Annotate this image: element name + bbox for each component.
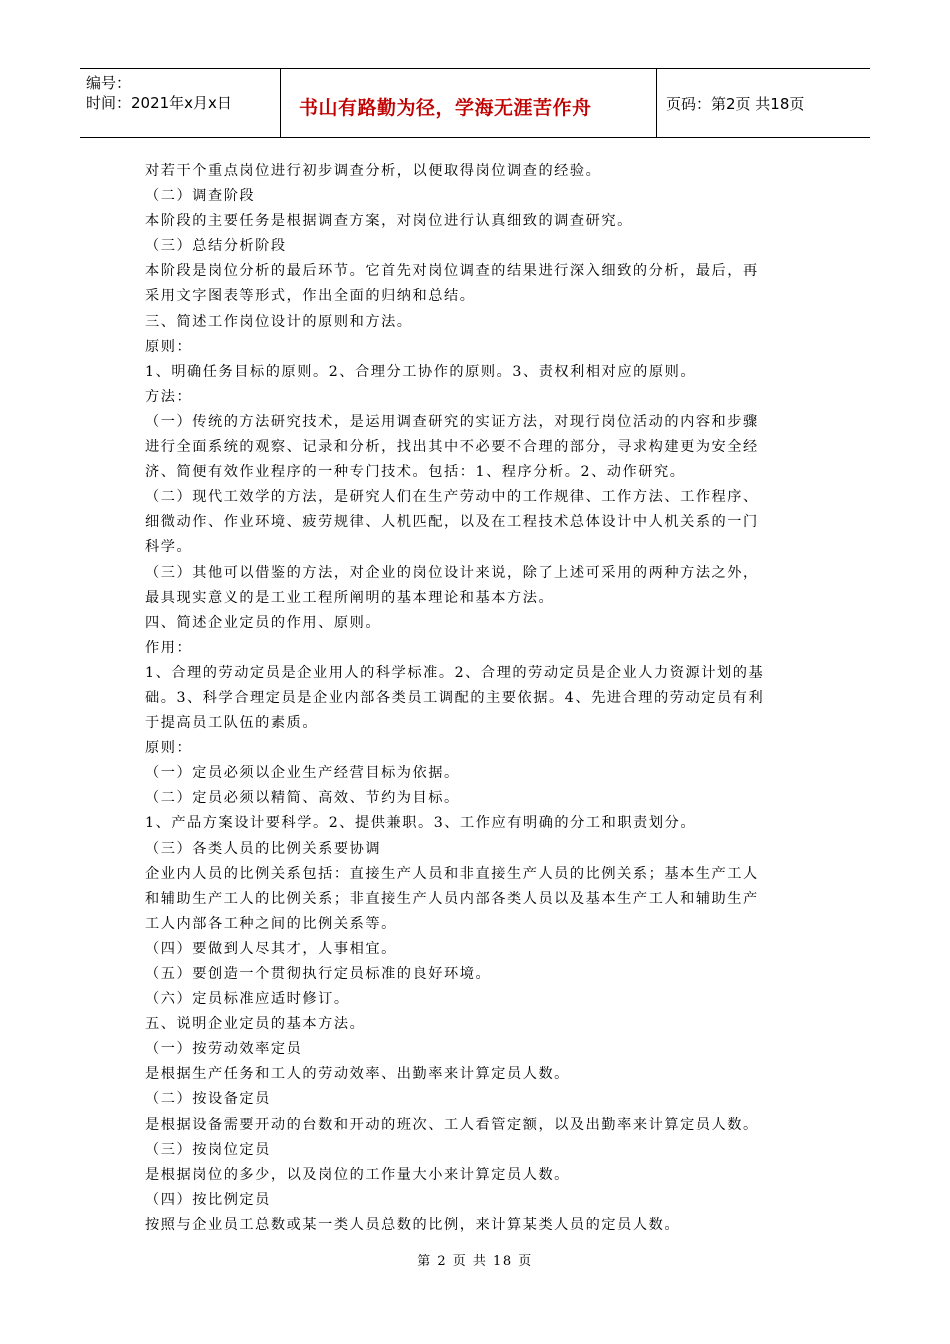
- text-line: 和辅助生产工人的比例关系；非直接生产人员内部各类人员以及基本生产工人和辅助生产: [145, 890, 759, 907]
- text-line: （二）定员必须以精简、高效、节约为目标。: [145, 790, 460, 807]
- text-line: 本阶段是岗位分析的最后环节。它首先对岗位调查的结果进行深入细致的分析，最后，再: [145, 263, 759, 280]
- text-line: （一）传统的方法研究技术，是运用调查研究的实证方法，对现行岗位活动的内容和步骤: [145, 413, 759, 430]
- text-line: （三）各类人员的比例关系要协调: [145, 840, 382, 857]
- text-line: （六）定员标准应适时修订。: [145, 991, 350, 1008]
- page-footer: 第 2 页 共 18 页: [417, 1254, 533, 1269]
- text-line: 本阶段的主要任务是根据调查方案，对岗位进行认真细致的调查研究。: [145, 213, 633, 230]
- page-label: 页码：第2页 共18页: [666, 95, 805, 113]
- header-motto-cell: [281, 69, 657, 137]
- text-line: 对若干个重点岗位进行初步调查分析，以便取得岗位调查的经验。: [145, 163, 602, 179]
- text-line: 三、简述工作岗位设计的原则和方法。: [145, 313, 413, 330]
- text-line: 采用文字图表等形式，作出全面的归纳和总结。: [145, 288, 476, 305]
- text-line: 原则：: [145, 740, 193, 757]
- text-line: 1、明确任务目标的原则。2、合理分工协作的原则。3、责权利相对应的原则。: [145, 363, 697, 380]
- text-line: 是根据生产任务和工人的劳动效率、出勤率来计算定员人数。: [145, 1066, 570, 1083]
- text-line: 作用：: [145, 639, 193, 656]
- text-line: 四、简述企业定员的作用、原则。: [145, 614, 382, 631]
- text-line: （二）现代工效学的方法，是研究人们在生产劳动中的工作规律、工作方法、工作程序、: [145, 489, 759, 506]
- text-line: （二）调查阶段: [145, 188, 256, 205]
- text-line: （五）要创造一个贯彻执行定员标准的良好环境。: [145, 966, 492, 982]
- number-label: 编号：: [86, 74, 132, 92]
- text-line: （四）按比例定员: [145, 1191, 271, 1208]
- text-line: 最具现实意义的是工业工程所阐明的基本理论和基本方法。: [145, 589, 555, 606]
- date-label: 时间：2021年x月x日: [86, 94, 232, 112]
- text-line: 细微动作、作业环境、疲劳规律、人机匹配，以及在工程技术总体设计中人机关系的一门: [145, 514, 759, 531]
- text-line: 工人内部各工种之间的比例关系等。: [145, 915, 397, 932]
- text-line: （一）定员必须以企业生产经营目标为依据。: [145, 765, 460, 782]
- motto: 书山有路勤为径，学海无涯苦作舟: [299, 97, 592, 119]
- header-page-cell: [658, 69, 870, 137]
- text-line: 企业内人员的比例关系包括：直接生产人员和非直接生产人员的比例关系；基本生产工人: [145, 865, 759, 882]
- text-line: 是根据设备需要开动的台数和开动的班次、工人看管定额，以及出勤率来计算定员人数。: [145, 1116, 759, 1133]
- text-line: 五、说明企业定员的基本方法。: [145, 1016, 366, 1033]
- text-line: 于提高员工队伍的素质。: [145, 715, 319, 732]
- text-line: 原则：: [145, 338, 193, 355]
- text-line: 方法：: [145, 388, 193, 405]
- text-line: 础。3、科学合理定员是企业内部各类员工调配的主要依据。4、先进合理的劳动定员有利: [145, 689, 765, 706]
- text-line: （一）按劳动效率定员: [145, 1041, 303, 1058]
- text-line: （三）按岗位定员: [145, 1141, 271, 1158]
- text-line: 1、产品方案设计要科学。2、提供兼职。3、工作应有明确的分工和职责划分。: [145, 815, 697, 832]
- text-line: 1、合理的劳动定员是企业用人的科学标准。2、合理的劳动定员是企业人力资源计划的基: [145, 664, 765, 681]
- text-line: 按照与企业员工总数或某一类人员总数的比例，来计算某类人员的定员人数。: [145, 1216, 681, 1233]
- text-line: 济、简便有效作业程序的一种专门技术。包括：1、程序分析。2、动作研究。: [145, 464, 686, 481]
- text-line: 是根据岗位的多少，以及岗位的工作量大小来计算定员人数。: [145, 1166, 570, 1183]
- page-header: [80, 68, 870, 138]
- text-line: （四）要做到人尽其才，人事相宜。: [145, 940, 397, 957]
- document-body: [145, 159, 810, 1238]
- text-line: 科学。: [145, 539, 193, 556]
- text-line: （二）按设备定员: [145, 1091, 271, 1108]
- text-line: （三）总结分析阶段: [145, 238, 287, 255]
- text-line: 进行全面系统的观察、记录和分析，找出其中不必要不合理的部分，寻求构建更为安全经: [145, 439, 759, 456]
- text-line: （三）其他可以借鉴的方法，对企业的岗位设计来说，除了上述可采用的两种方法之外，: [145, 564, 759, 581]
- header-meta-cell: [80, 69, 281, 137]
